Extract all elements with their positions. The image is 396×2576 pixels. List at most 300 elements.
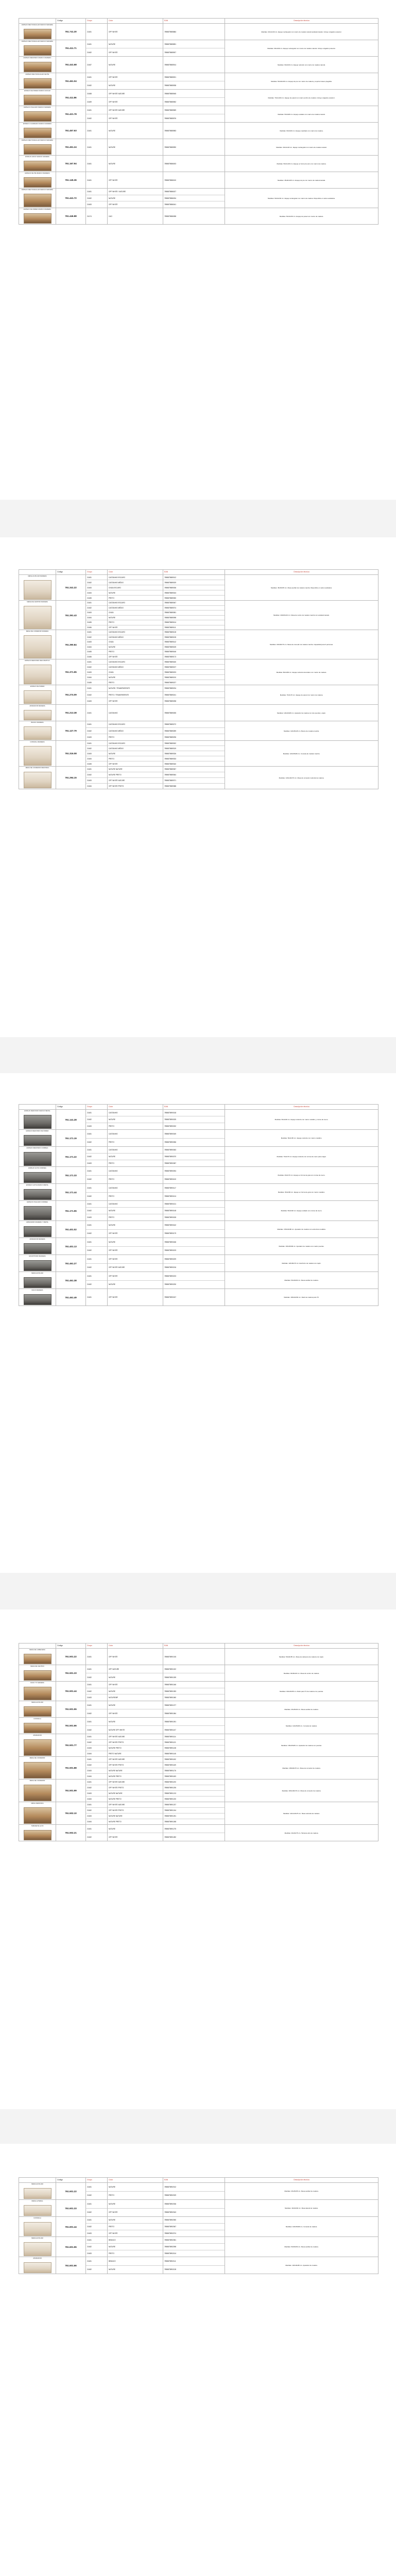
variant-color: OFF WHITE [108,73,163,81]
variant-ean: 7898879891060 [164,1697,177,1699]
color-list [108,208,163,225]
header-code: Código [56,2178,86,2183]
description-cell [225,1255,378,1272]
variant-color: OFF WHITE [109,1836,118,1838]
product-caption: MESA DE CABECERA [29,1649,45,1651]
product-code: 761.741.30 [56,24,86,40]
variant-color: OFF WHITE / NATURE [108,189,163,195]
product-row [19,57,378,73]
product-photo [24,1785,51,1801]
description-cell [225,1167,378,1184]
variant-group: 21481 [86,2200,107,2209]
product-photo [24,111,51,122]
variant-color: CASTANHO [108,1110,163,1116]
variant-group: 21484 [86,675,107,680]
variant-color: NATURE [108,1701,163,1709]
variant-color: CASTANHO [109,711,118,714]
product-photo [24,746,51,766]
color-list [108,1147,163,1167]
variant-color: OFF WHITE [109,1249,118,1252]
product-description: Medidas: 50x50x50 cm. Mesa auxiliar de madera. [284,2246,319,2248]
product-description: Medidas: 40x40x60 cm. Mesa lateral de madera. [285,2207,318,2209]
table-header [19,19,378,24]
variant-color: OFF WHITE [109,762,118,765]
color-list [108,123,163,139]
description-cell [225,2183,378,2200]
variant-ean: 7898879889197 [163,665,225,670]
product-code: 761.390.84 [56,630,86,659]
variant-ean: 7898879891268 [164,1821,177,1823]
variant-group: 21481 [86,1682,107,1688]
variant-color: PRETO [109,1216,114,1218]
variant-group: 21481 [86,1665,107,1673]
variant-color: NATURE [108,2200,163,2209]
variant-color: PRETO [109,681,114,684]
variant-ean: 7898879889326 [163,751,225,756]
variant-color: NATURE [108,40,163,48]
product-code: 761.421.78 [56,106,86,123]
product-description: Medidas: 180x90x76 cm. Mesa de comedor de madera. [282,1767,321,1769]
variant-ean: 7898879889173 [164,655,177,658]
variant-ean: 7898879889159 [163,645,225,650]
product-photo [24,635,51,658]
color-list [108,601,163,630]
product-photo [24,665,51,684]
header-group: Grupo [86,570,108,575]
product-code: 761.341.22 [56,575,86,601]
variant-ean: 7898879891275 [163,1825,225,1833]
product-row [19,705,378,721]
color-list [108,685,163,705]
product-image-cell [19,208,56,225]
variant-ean: 7898879891084 [164,1712,177,1715]
variant-color: OFF WHITE NATURE [108,1757,163,1762]
product-row [19,1682,378,1701]
variant-color: NATURE [108,1238,163,1247]
variant-ean: 7898879889289 [163,728,225,735]
product-photo [24,710,51,720]
product-photo [24,2222,51,2236]
variant-group: 21481 [87,129,92,132]
description-cell [225,1221,378,1238]
variant-ean: 7898879889364 [163,772,225,778]
product-caption: MESA REDONDA [31,1803,44,1804]
color-list [108,630,163,659]
variant-ean: 7898879890179 [164,1232,177,1235]
product-code: 761.171.33 [56,1167,86,1184]
product-photo [24,1152,51,1166]
product-image-cell [19,2200,56,2217]
ean-list [163,1184,225,1201]
product-code: 761.274.09 [56,685,86,705]
description-cell [225,1701,378,1718]
product-image-cell [19,1130,56,1147]
variant-group: 21481 [87,30,92,33]
product-photo [24,177,51,188]
variant-ean: 7898879889098 [163,616,225,621]
ean-list [163,172,225,189]
group-list [86,24,108,40]
variant-color: PRETO [108,756,163,761]
variant-group: 21481 [86,2257,107,2266]
product-image-cell [19,1110,56,1130]
variant-color: NATURE [108,1154,163,1160]
variant-ean: 7898879885884 [164,30,177,33]
color-list [108,1255,163,1272]
product-code: 761.461.04 [56,73,86,90]
product-image-cell [19,659,56,685]
group-list [86,659,108,685]
variant-ean: 7898879892050 [163,2217,225,2224]
description-cell [225,721,378,741]
variant-ean: 7898879886058 [164,215,177,217]
variant-group: 21482 [86,606,107,611]
variant-ean: 7898879890155 [164,1216,177,1218]
variant-group: 21482 [87,1676,92,1679]
variant-color: OFF WHITE [109,100,118,103]
variant-ean: 7898879889067 [163,601,225,606]
page-separator [0,2109,396,2144]
description-cell [225,1272,378,1289]
product-photo [24,1277,51,1288]
product-image-cell [19,2183,56,2200]
variant-ean: 7898879889227 [164,681,177,684]
variant-color: CASTANHO MÉDIO [108,580,163,585]
variant-color: CASTANHO [108,1184,163,1193]
variant-ean: 7898879890070 [163,1154,225,1160]
group-list [86,189,108,208]
variant-ean: 7898879885914 [164,63,177,66]
variant-color: PRETO [109,597,114,599]
description-cell [225,73,378,90]
header-image [19,1643,56,1649]
product-description: Medidas: 60x4x90 cm. Espejo rectangular con marco de madera natural. Incluye colgador posterior. [267,47,336,49]
description-cell [225,1780,378,1802]
color-list [108,1184,163,1201]
product-code: 761.145.36 [56,172,86,189]
variant-ean: 7898879891121 [163,1740,225,1745]
product-description: Medidas: 50x2x90 cm. Espejo ovalado con correa de cuero. [281,1210,322,1212]
group-list [86,685,108,705]
group-list [86,2257,108,2274]
color-list [108,1130,163,1147]
ean-list [163,106,225,123]
variant-ean: 7898879889371 [163,778,225,784]
variant-group: 21482 [86,1785,107,1791]
product-code: 761.441.72 [56,189,86,208]
variant-color: OFF WHITE PRETO [108,1808,163,1814]
variant-color: CINZA ESCURO [108,585,163,590]
variant-group: 21483 [87,204,92,206]
group-list [86,1184,108,1201]
product-code: 761.601.33 [56,2200,86,2217]
variant-ean: 7898879892043 [164,2211,177,2214]
variant-ean: 7898879889302 [163,741,225,746]
color-list [108,139,163,156]
variant-color: OFF WHITE [108,1255,163,1264]
product-row [19,767,378,789]
variant-group: 21481 [86,1734,107,1740]
header-color: Color [108,570,163,575]
product-photo [24,2262,51,2273]
product-caption: APARADOR [33,1735,42,1736]
variant-ean: 7898879890025 [163,1116,225,1123]
variant-color: NATURE [108,675,163,680]
variant-color: PRETO [109,2194,114,2197]
product-row [19,1780,378,1802]
variant-ean: 7898879890209 [163,1255,225,1264]
product-code: 761.171.44 [56,1184,86,1201]
product-photo [24,1723,51,1733]
variant-group: 21482 [87,1178,92,1181]
product-image-cell [19,106,56,123]
variant-color: CASTANHO ESCURO [108,721,163,728]
variant-ean: 7898879885945 [163,90,225,98]
variant-group: 21481 [87,1296,92,1298]
variant-ean: 7898879890124 [164,1195,177,1198]
product-description: Medidas: 60x3x60 cm. Espejo redondo con marco de madera natural. [278,63,325,66]
product-row [19,123,378,139]
product-description: Medidas: 120x40x80 cm. Aparador de madera con dos puertas y cajón. [277,711,326,714]
ean-list [163,1757,225,1780]
description-cell [225,575,378,601]
ean-list [163,1238,225,1255]
description-cell [225,1718,378,1734]
variant-group: 21482 [86,635,107,640]
ean-list [163,139,225,156]
variant-ean: 7898879890186 [163,1238,225,1247]
group-list [86,705,108,721]
product-description: Medidas: 45x45x55 cm. Mesa auxiliar de madera. [284,2190,319,2192]
product-code: 761.501.33 [56,1665,86,1682]
variant-color: OFF WHITE [109,30,118,33]
product-photo [24,144,51,155]
variant-ean: 7898879889029 [163,580,225,585]
product-photo [24,726,51,740]
color-list [108,1718,163,1734]
variant-group: 21481 [86,741,107,746]
group-list [86,2217,108,2237]
product-code: 761.213.38 [56,705,86,721]
product-row [19,156,378,172]
variant-group: 21482 [87,1141,92,1144]
variant-ean: 7898879885907 [164,51,177,54]
variant-group: 21489 [87,100,92,103]
catalog-page [0,1073,396,1573]
group-list [86,1221,108,1238]
product-code: 761.411.71 [56,40,86,57]
variant-color: OFF WHITE NATURE [108,1802,163,1808]
color-list [108,1167,163,1184]
ean-list [163,1147,225,1167]
header-ean: EAN [163,570,225,575]
product-table [19,18,378,225]
variant-ean: 7898879886003 [164,162,177,165]
product-code: 761.401.02 [56,1221,86,1238]
variant-group: 21485 [86,620,107,625]
variant-color: PRETO [109,2252,114,2255]
variant-group: 21484 [86,756,107,761]
product-table [19,1643,378,1841]
product-description: Medidas: 50x3x150 cm. Espejo de pared con marco de madera. [279,215,324,217]
description-cell [225,40,378,57]
variant-color: OFF WHITE [108,1272,163,1281]
variant-group: 21482 [87,1195,92,1198]
variant-color: CASTANHO MÉDIO [108,635,163,640]
product-caption: APARADOR MADERA [29,705,45,707]
product-image-cell [19,575,56,601]
ean-list [163,73,225,90]
variant-color: NATURE [109,63,115,66]
catalog-page [0,1609,396,2109]
product-caption: ESPEJO REDONDO DECORATIVO [25,660,50,662]
product-image-cell [19,741,56,767]
product-image-cell [19,767,56,789]
variant-ean: 7898879885983 [164,129,177,132]
variant-ean: 7898879892098 [163,2244,225,2250]
variant-group: 21485 [87,681,92,684]
product-row [19,1701,378,1718]
variant-group: 21482 [86,1208,107,1214]
variant-group: 21481 [87,146,92,148]
color-list [108,2200,163,2217]
variant-ean: 7898879891138 [163,1745,225,1751]
ean-list [163,1221,225,1238]
header-ean: EAN [163,2178,225,2183]
variant-ean: 7898879892081 [163,2237,225,2244]
variant-group: 21481 [86,1147,107,1154]
variant-group: 21481 [86,721,107,728]
ean-list [163,685,225,705]
product-caption: ESPEJO RECTANGULAR DE PIE [25,74,49,75]
ean-list [163,1110,225,1130]
variant-group: 21484 [87,785,92,787]
variant-ean: 7898879890117 [163,1184,225,1193]
variant-color: NATURE NATURE [108,1791,163,1797]
product-caption: APARADOR MADERA Y METAL [26,1222,49,1223]
variant-group: 21481 [86,1238,107,1247]
product-description: Medidas: 60x4x160 cm. Espejo rectangular con marco de madera. Disponible en varios acabados. [268,197,335,199]
variant-color: OFF WHITE [109,2211,118,2214]
product-photo [24,606,51,629]
product-row [19,1130,378,1147]
variant-ean: 7898879891015 [164,1655,177,1658]
variant-color: OFF WHITE [109,1296,118,1298]
product-row [19,1167,378,1184]
product-photo [24,1115,51,1129]
variant-color: OFF WHITE [109,51,118,54]
variant-group: 21481 [86,1221,107,1230]
description-cell [225,685,378,705]
product-photo [24,772,51,788]
product-photo [24,1135,51,1146]
variant-color: NATURE [109,1283,115,1286]
product-caption: ESCRITORIO MADERA [29,1256,46,1257]
variant-ean: 7898879889203 [163,670,225,675]
product-photo [24,161,51,171]
product-row [19,741,378,767]
variant-ean: 7898879890087 [164,1162,177,1164]
header-description: Descripción técnica [225,19,378,24]
variant-group: 21482 [86,1808,107,1814]
header-group: Grupo [86,19,108,24]
color-list [108,1825,163,1841]
header-description: Descripción técnica [225,1105,378,1110]
variant-group: 21481 [86,1825,107,1833]
variant-color: PRETO [109,1141,114,1144]
product-row [19,601,378,630]
product-row [19,1802,378,1825]
product-row [19,1201,378,1221]
variant-color: OFF WHITE PRETO [108,1740,163,1745]
variant-color: OFF WHITE NATURE [108,1734,163,1740]
variant-color: NATURE OFF WHITE [109,1728,125,1731]
variant-group: 21485 [87,597,92,599]
description-cell [225,2237,378,2257]
header-color: Color [108,2178,163,2183]
header-code: Código [56,570,86,575]
variant-color: CINZA [108,611,163,616]
variant-color: OFF WHITE PRETO [109,785,124,787]
product-description: Medidas: 150x40x80 cm. Aparador de madera con estructura metálica. [277,1228,326,1230]
product-code: 761.411.86 [56,90,86,106]
color-list [108,1802,163,1825]
product-caption: RACK TV MADERA [30,1682,44,1684]
product-code: 761.391.43 [56,601,86,630]
product-photo [24,1762,51,1778]
variant-ean: 7898879891077 [163,1701,225,1709]
product-table [19,1104,378,1306]
product-image-cell [19,721,56,741]
group-list [86,1255,108,1272]
group-list [86,741,108,767]
variant-group: 21481 [86,1130,107,1139]
product-code: 761.294.15 [56,767,86,789]
product-code: 761.167.94 [56,156,86,172]
variant-ean: 7898879886041 [164,204,177,206]
group-list [86,1201,108,1221]
product-image-cell [19,172,56,189]
product-description: Medidas: 120x35x80 cm. Consola de madera maciza. [283,752,320,755]
group-list [86,208,108,225]
description-cell [225,1110,378,1130]
group-list [86,1701,108,1718]
variant-color: CINZA [108,670,163,675]
product-photo [24,1189,51,1200]
variant-group: 21482 [86,1688,107,1695]
color-list [108,767,163,789]
product-code: 761.601.22 [56,2183,86,2200]
color-list [108,1201,163,1221]
variant-color: CASTANHO ESCURO [108,659,163,665]
variant-color: NATURE [108,1825,163,1833]
variant-group: 21481 [86,1718,107,1726]
variant-group: 21483 [87,2232,92,2234]
product-image-cell [19,2257,56,2274]
product-caption: ESPEJO DE PIE MARCO MADERA [25,173,50,174]
ean-list [163,90,225,106]
product-photo [24,128,51,138]
color-list [108,705,163,721]
variant-group: 21483 [86,611,107,616]
variant-group: 21481 [86,2237,107,2244]
description-cell [225,601,378,630]
variant-group: 21486 [87,626,92,629]
variant-color: PRETO [109,736,114,739]
variant-ean: 7898879890230 [164,1283,177,1286]
variant-group: 21481 [86,575,107,580]
variant-ean: 7898879890247 [164,1296,177,1298]
